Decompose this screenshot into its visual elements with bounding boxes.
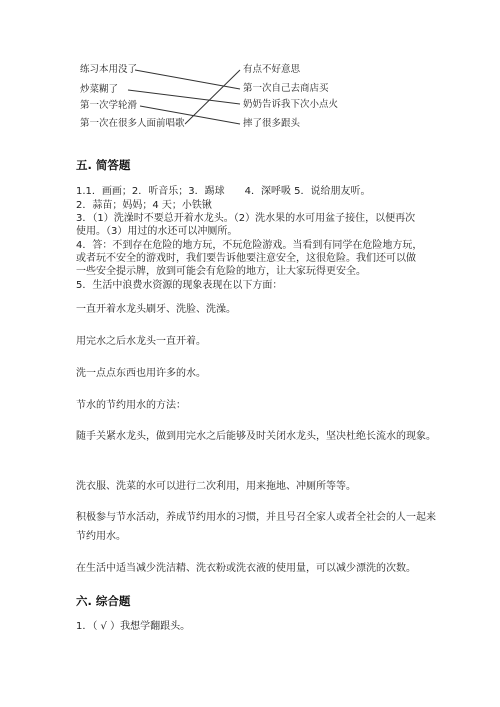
match-line-4 [185,70,240,124]
comprehensive-answer-1: 1．（ √ ）我想学翻跟头。 [76,621,191,632]
match-right-4: 摔了很多跟头 [243,118,301,129]
answer-line-7: 一些安全提示牌，放到可能会有危险的地方，让大家玩得更安全。 [76,266,366,277]
answer-line-8: 5．生活中浪费水资源的现象表现在以下方面： [76,280,283,291]
match-line-2 [128,90,240,104]
answer-line-4: 使用。（3）用过的水还可以冲厕所。 [76,226,238,237]
saving-method-3: 积极参与节水活动，养成节约用水的习惯，并且号召全家人或者全社会的人一起来节约用水。 [76,512,436,542]
answer-line-2: 2．蒜苗；妈妈；4 天；小铁锹 [76,200,212,211]
matching-exercise [0,0,500,140]
match-left-1: 练习本用没了 [80,64,138,75]
match-right-2: 第一次自己去商店买 [243,83,329,94]
saving-method-2: 洗衣服、洗菜的水可以进行二次利用，用来拖地、冲厕所等等。 [76,481,356,492]
answer-line-3: 3．（1）洗澡时不要总开着水龙头。（2）洗水果的水可用盆子接住，以便再次 [76,213,416,224]
match-left-2: 炒菜糊了 [80,84,119,95]
saving-method-4: 在生活中适当减少洗洁精、洗衣粉或洗衣液的使用量，可以减少漂洗的次数。 [76,563,416,574]
waste-item-3: 洗一点点东西也用许多的水。 [76,368,206,379]
waste-item-2: 用完水之后水龙头一直开着。 [76,336,206,347]
section6-title: 六. 综合题 [76,594,131,608]
match-left-3: 第一次学轮滑 [80,100,138,111]
match-right-3: 奶奶告诉我下次小点火 [243,99,339,110]
match-left-4: 第一次在很多人面前唱歌 [80,118,185,129]
saving-methods-heading: 节水的节约用水的方法： [76,400,186,411]
waste-item-1: 一直开着水龙头刷牙、洗脸、洗澡。 [76,304,236,315]
section5-title: 五. 简答题 [76,158,131,172]
saving-method-1: 随手关紧水龙头，做到用完水之后能够及时关闭水龙头，坚决杜绝长流水的现象。 [76,431,436,442]
answer-line-1: 1.1．画画；2．听音乐；3．踢球 4．深呼吸 5．说给朋友听。 [76,186,371,197]
answer-line-5: 4．答：不到存在危险的地方玩，不玩危险游戏。当看到有同学在危险地方玩， [76,240,423,251]
match-right-1: 有点不好意思 [243,64,301,75]
answer-line-6: 或者玩不安全的游戏时，我们要告诉他要注意安全，这很危险。我们还可以做 [76,253,416,264]
